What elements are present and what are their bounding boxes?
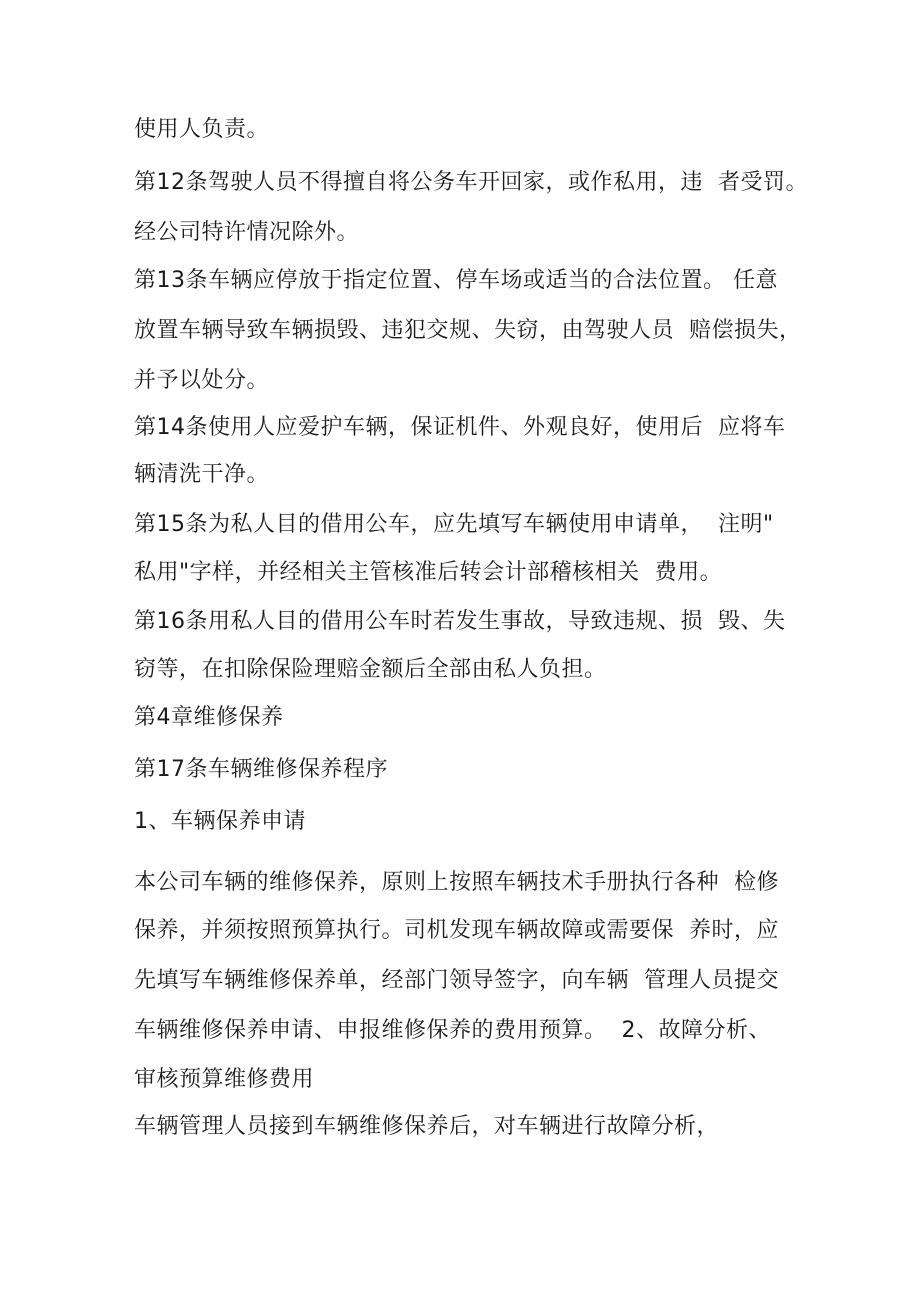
subsection-heading: 审核预算维修费用 [134, 1067, 315, 1092]
text-line: 车辆维修保养申请、申报维修保养的费用预算。 2、故障分析、 [134, 1018, 771, 1043]
text-line: 本公司车辆的维修保养，原则上按照车辆技术手册执行各种 检修 [134, 870, 779, 895]
subsection-heading: 1、车辆保养申请 [134, 809, 306, 834]
text-line: 第13条车辆应停放于指定位置、停车场或适当的合法位置。 任意 [134, 268, 778, 293]
section-heading: 第4章维修保养 [134, 705, 284, 730]
text-line: 第16条用私人目的借用公车时若发生事故，导致违规、损 毁、失 [134, 609, 786, 634]
text-line: 辆清洗干净。 [134, 462, 270, 487]
text-line: 并予以处分。 [134, 368, 270, 393]
text-line: 窃等，在扣除保险理赔金额后全部由私人负担。 [134, 657, 607, 682]
text-line: 使用人负责。 [134, 117, 270, 142]
text-line: 先填写车辆维修保养单，经部门领导签字，向车辆 管理人员提交 [134, 968, 779, 993]
text-line: 第15条为私人目的借用公车，应先填写车辆使用申请单， 注明" [134, 512, 774, 537]
text-line: 保养，并须按照预算执行。司机发现车辆故障或需要保 养时，应 [134, 918, 779, 943]
text-line: 第12条驾驶人员不得擅自将公务车开回家，或作私用，违 者受罚。 [134, 170, 808, 195]
text-line: 放置车辆导致车辆损毁、违犯交规、失窃，由驾驶人员 赔偿损失， [134, 318, 802, 343]
text-line: 经公司特许情况除外。 [134, 220, 360, 245]
text-line: 车辆管理人员接到车辆维修保养后，对车辆进行故障分析， [134, 1114, 720, 1139]
article-heading: 第17条车辆维修保养程序 [134, 757, 388, 782]
text-line: 第14条使用人应爱护车辆，保证机件、外观良好，使用后 应将车 [134, 415, 786, 440]
text-line: 私用"字样，并经相关主管核准后转会计部稽核相关 费用。 [134, 560, 723, 585]
